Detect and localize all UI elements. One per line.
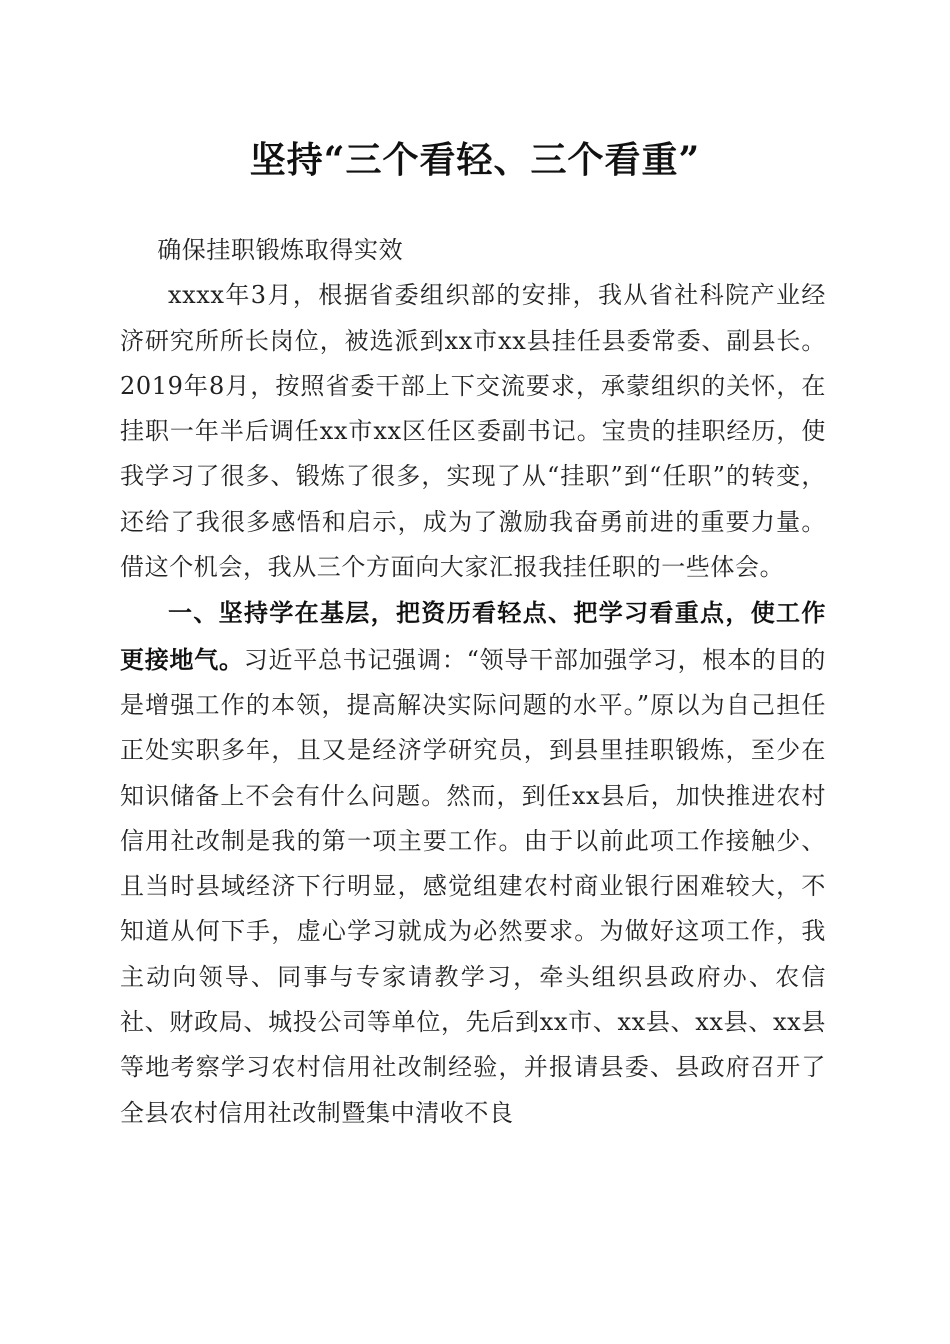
section-1-paragraph	[120, 590, 826, 1136]
intro-paragraph: xxxx年3月，根据省委组织部的安排，我从省社科院产业经济研究所所长岗位，被选派到xx市xx县挂任县委常委、副县长。2019年8月，按照省委干部上下交流要求，承蒙组织的关怀，在挂职一年半后调任xx市xx区任区委副书记。宝贵的挂职经历，使我学习了很多、锻炼了很多，实现了从“挂职”到“任职”的转变，还给了我很多感悟和启示，成为了激励我奋勇前进的重要力量。借这个机会，我从三个方面向大家汇报我挂任职的一些体会。	[120, 281, 826, 582]
document-subtitle: 确保挂职锻炼取得实效	[157, 236, 404, 264]
document-body	[120, 228, 826, 1136]
section-1-body: 习近平总书记强调：“领导干部加强学习，根本的目的是增强工作的本领，提高解决实际问题的水平。”原以为自己担任正处实职多年，且又是经济学研究员，到县里挂职锻炼，至少在知识储备上不会有什么问题。然而，到任xx县后，加快推进农村信用社改制是我的第一项主要工作。由于以前此项工作接触少、且当时县域经济下行明显，感觉组建农村商业银行困难较大，不知道从何下手，虚心学习就成为必然要求。为做好这项工作，我主动向领导、同事与专家请教学习，牵头组织县政府办、农信社、财政局、城投公司等单位，先后到xx市、xx县、xx县、xx县等地考察学习农村信用社改制经验，并报请县委、县政府召开了全县农村信用社改制暨集中清收不良	[120, 645, 827, 1127]
section-1-heading: 一、坚持学在基层，把资历看轻点、把学习看重点，使工作更接地气。	[120, 598, 826, 674]
document-title: 坚持“三个看轻、三个看重”	[249, 139, 701, 181]
